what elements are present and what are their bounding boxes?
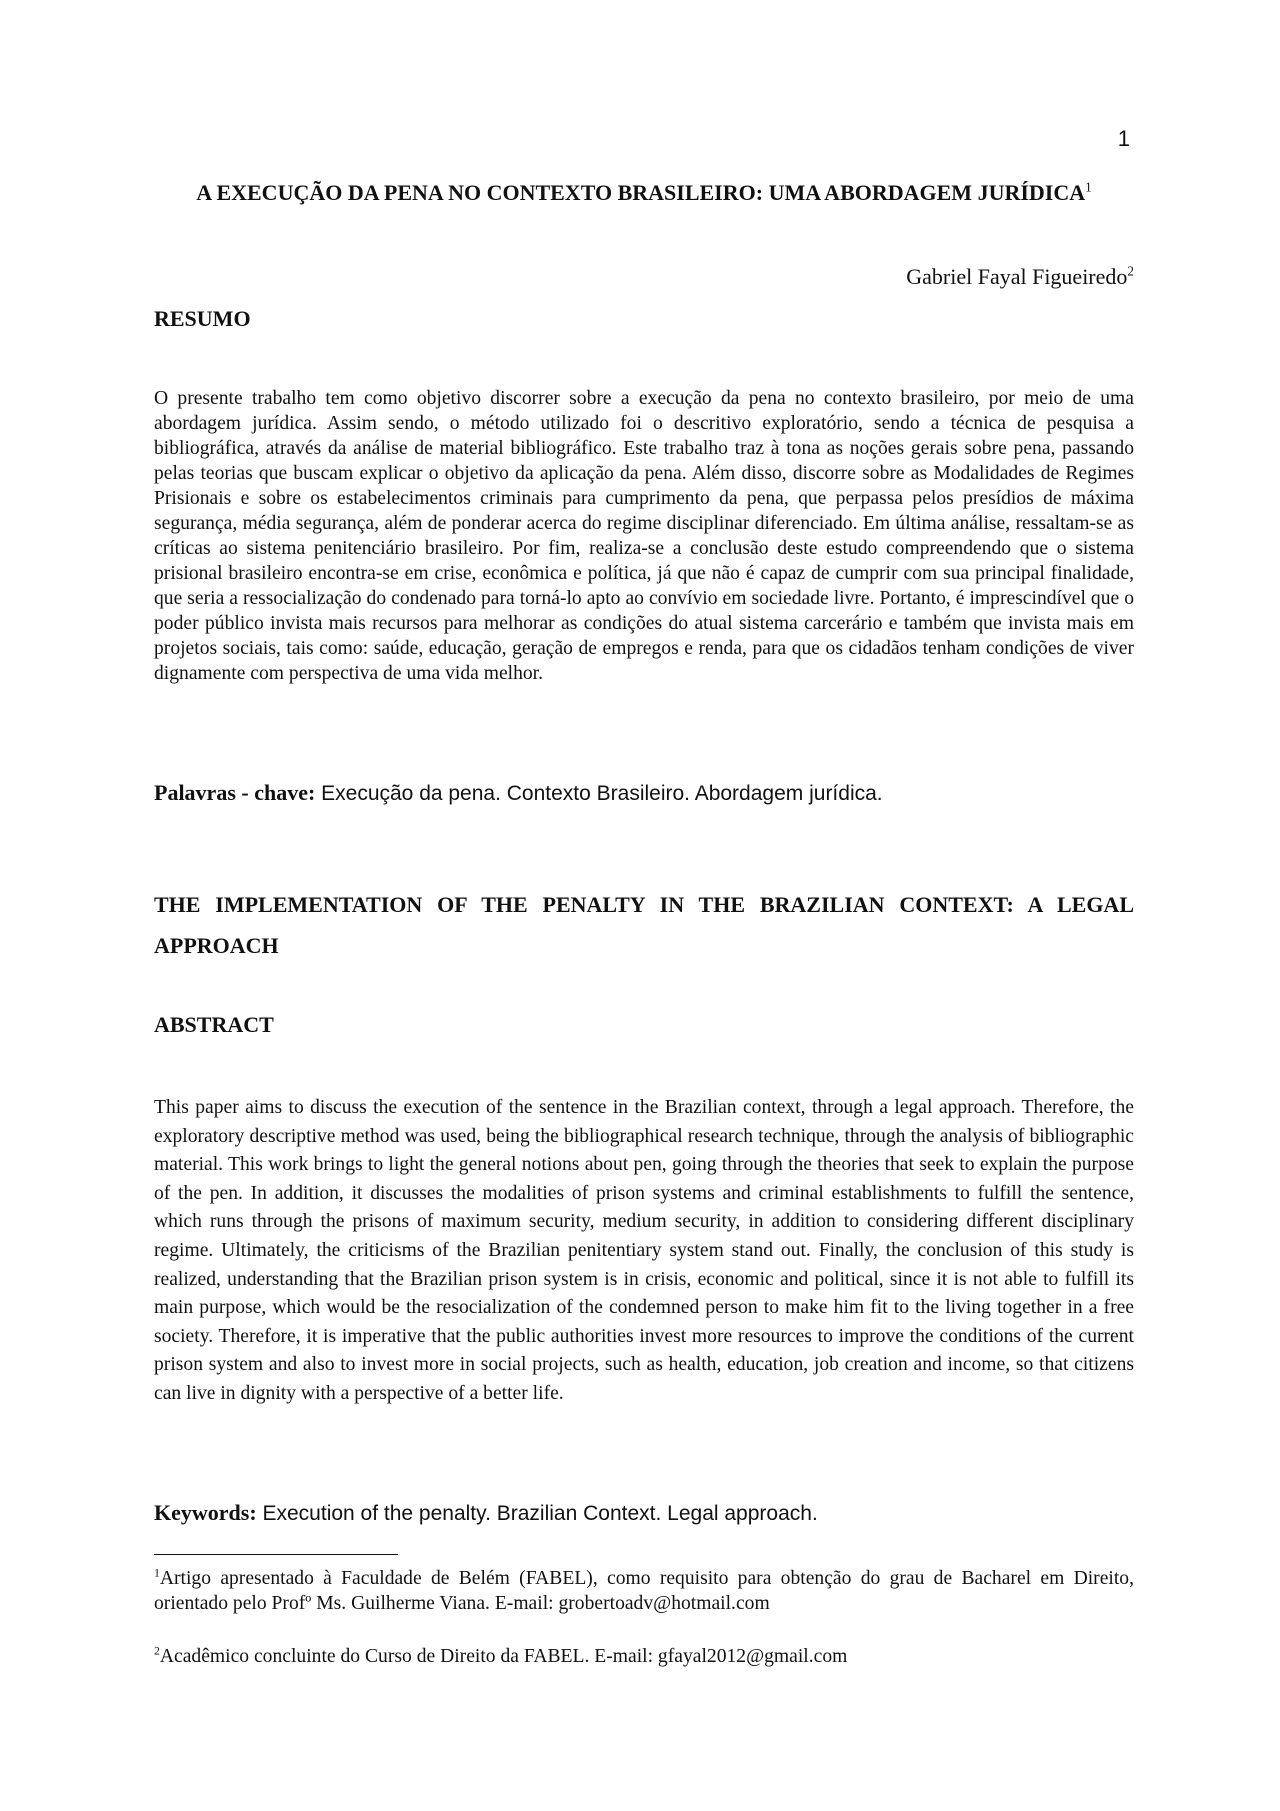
page-number: 1: [1117, 126, 1130, 151]
author-line: [906, 264, 1134, 290]
footnote-separator: [154, 1554, 398, 1555]
paper-title-english: THE IMPLEMENTATION OF THE PENALTY IN THE BRAZILIAN CONTEXT: A LEGAL APPROACH: [154, 892, 1134, 958]
keywords-portuguese-label: Palavras - chave:: [154, 780, 316, 805]
resumo-body: O presente trabalho tem como objetivo discorrer sobre a execução da pena no contexto brasileiro, por meio de uma abordagem jurídica. Assim sendo, o método utilizado foi o descritivo exploratório, sendo a técnica de pesquisa a bibliográfica, através da análise de material bibliográfico. Este trabalho traz à tona as noções gerais sobre pena, passando pelas teorias que buscam explicar o objetivo da aplicação da pena. Além disso, discorre sobre as Modalidades de Regimes Prisionais e sobre os estabelecimentos criminais para cumprimento da pena, que perpassa pelos presídios de máxima segurança, média segurança, além de ponderar acerca do regime disciplinar diferenciado. Em última análise, ressaltam-se as críticas ao sistema penitenciário brasileiro. Por fim, realiza-se a conclusão deste estudo compreendendo que o sistema prisional brasileiro encontra-se em crise, econômica e política, já que não é capaz de cumprir com sua principal finalidade, que seria a ressocialização do condenado para torná-lo apto ao convívio em sociedade livre. Portanto, é imprescindível que o poder público invista mais recursos para melhorar as condições do atual sistema carcerário e também que invista mais em projetos sociais, tais como: saúde, educação, geração de empregos e renda, para que os cidadãos tenham condições de viver dignamente com perspectiva de uma vida melhor.: [154, 388, 1134, 684]
footnote-2: [154, 1644, 1134, 1669]
author-name: Gabriel Fayal Figueiredo: [906, 264, 1128, 289]
paper-title-portuguese-text: A EXECUÇÃO DA PENA NO CONTEXTO BRASILEIRO: UMA ABORDAGEM JURÍDICA: [196, 180, 1086, 205]
keywords-portuguese-text: Execução da pena. Contexto Brasileiro. Abordagem jurídica.: [315, 782, 883, 805]
footnote-2-text: Acadêmico concluinte do Curso de Direito da FABEL. E-mail: gfayal2012@gmail.com: [159, 1646, 848, 1667]
abstract-heading: ABSTRACT: [154, 1012, 274, 1037]
abstract-body: This paper aims to discuss the execution of the sentence in the Brazilian context, through a legal approach. Therefore, the exploratory descriptive method was used, being the bibliographical research technique, through the analysis of bibliographic material. This work brings to light the general notions about pen, going through the theories that seek to explain the purpose of the pen. In addition, it discusses the modalities of prison systems and criminal establishments to fulfill the sentence, which runs through the prisons of maximum security, medium security, in addition to considering different disciplinary regime. Ultimately, the criticisms of the Brazilian penitentiary system stand out. Finally, the conclusion of this study is realized, understanding that the Brazilian prison system is in crisis, economic and political, since it is not able to fulfill its main purpose, which would be the resocialization of the condemned person to make him fit to the living together in a free society. Therefore, it is imperative that the public authorities invest more resources to improve the conditions of the current prison system and also to invest more in social projects, such as health, education, job creation and income, so that citizens can live in dignity with a perspective of a better life.: [154, 1097, 1134, 1404]
author-footnote-mark: 2: [1127, 263, 1134, 279]
resumo-heading: RESUMO: [154, 306, 251, 331]
keywords-english: [154, 1500, 1134, 1526]
footnote-1-text: Artigo apresentado à Faculdade de Belém (FABEL), como requisito para obtenção do grau de Bacharel em Direito, orientado pelo Profº Ms. Guilherme Viana. E-mail: grobertoadv@hotmail.com: [154, 1568, 1134, 1614]
keywords-portuguese: [154, 780, 1134, 806]
footnote-1: [154, 1566, 1134, 1616]
footnote-2-mark: 2: [154, 1644, 160, 1658]
keywords-english-text: Execution of the penalty. Brazilian Context. Legal approach.: [256, 1502, 818, 1525]
paper-title-portuguese: [154, 180, 1134, 206]
footnote-1-mark: 1: [154, 1566, 160, 1580]
keywords-english-label: Keywords:: [154, 1500, 257, 1525]
title-footnote-mark: 1: [1085, 179, 1092, 195]
